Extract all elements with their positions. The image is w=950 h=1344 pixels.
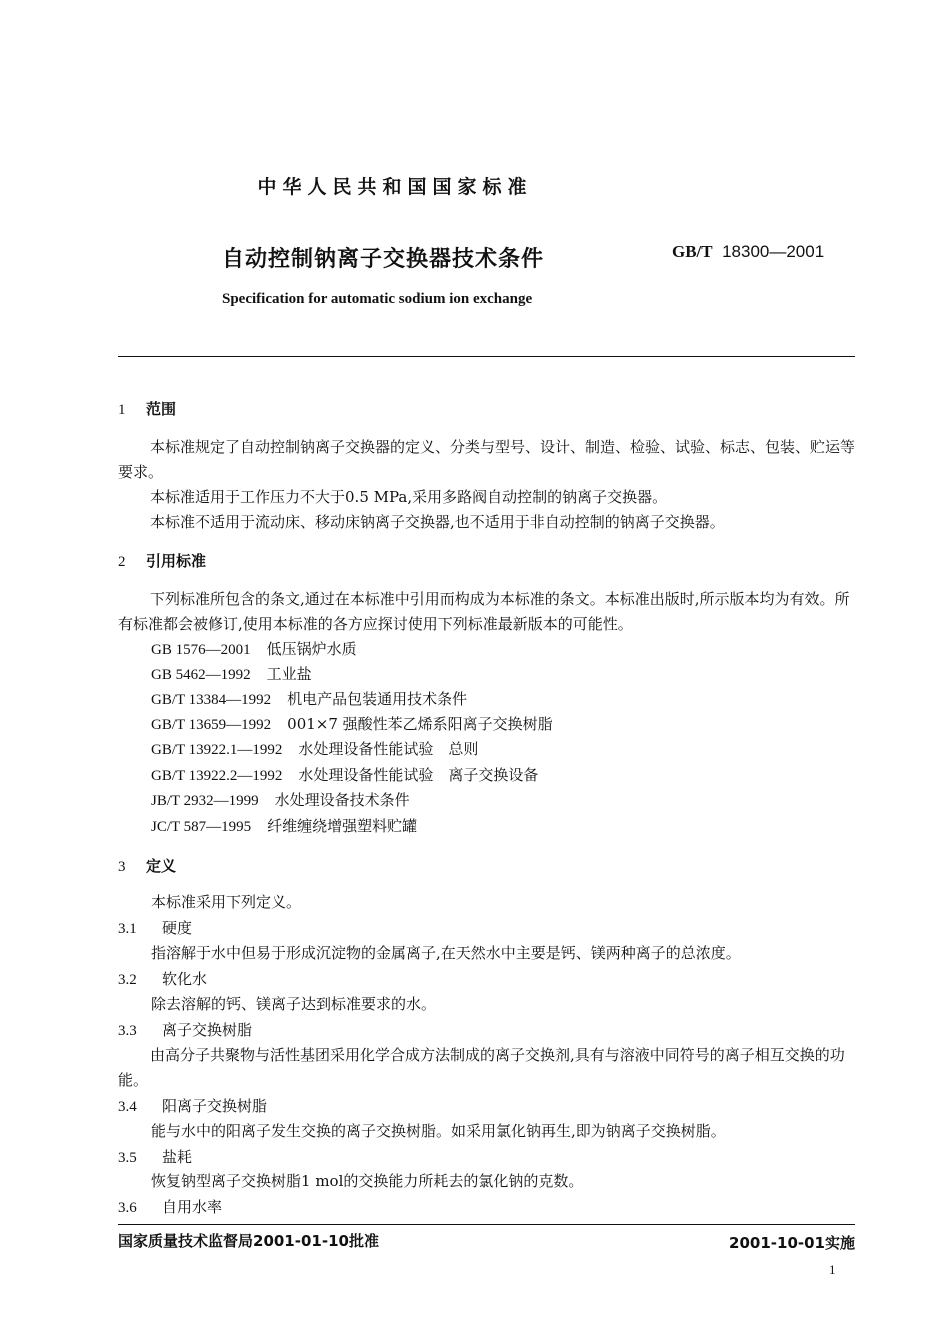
reference-name: 水处理设备性能试验 总则 <box>298 740 479 758</box>
definition-text: 指溶解于水中但易于形成沉淀物的金属离子,在天然水中主要是钙、镁两种离子的总浓度。 <box>151 944 741 962</box>
reference-name: 机电产品包装通用技术条件 <box>287 690 468 708</box>
section-number: 2 <box>118 554 126 570</box>
term-name: 软化水 <box>162 970 208 988</box>
reference-code: GB/T 13922.1—1992 <box>151 742 283 758</box>
reference-name: 001×7 强酸性苯乙烯系阳离子交换树脂 <box>287 715 553 733</box>
standard-prefix: GB/T <box>672 242 713 261</box>
section-title: 定义 <box>146 857 177 875</box>
definition-term <box>118 1145 192 1171</box>
definition-text: 能与水中的阳离子发生交换的离子交换树脂。如采用氯化钠再生,即为钠离子交换树脂。 <box>151 1122 726 1140</box>
reference-name: 纤维缠绕增强塑料贮罐 <box>267 817 418 835</box>
reference-item <box>151 663 312 684</box>
reference-item <box>151 713 553 734</box>
reference-item <box>151 738 478 759</box>
section-title: 引用标准 <box>146 552 207 570</box>
clause-number: 3.4 <box>118 1099 137 1115</box>
reference-code: GB 5462—1992 <box>151 667 251 683</box>
header-divider <box>118 356 855 357</box>
definition-text: 恢复钠型离子交换树脂1 mol的交换能力所耗去的氯化钠的克数。 <box>151 1172 584 1190</box>
section-2-heading <box>118 550 206 571</box>
document-title: 自动控制钠离子交换器技术条件 <box>222 247 545 272</box>
page-number: 1 <box>829 1262 836 1277</box>
reference-code: GB/T 13922.2—1992 <box>151 768 283 784</box>
definition-term <box>118 1094 267 1120</box>
section-3-intro: 本标准采用下列定义。 <box>151 893 302 911</box>
reference-name: 水处理设备性能试验 离子交换设备 <box>298 766 539 784</box>
definition-text: 由高分子共聚物与活性基团采用化学合成方法制成的离子交换剂,具有与溶液中同符号的离子相互交换的功能。 <box>118 1046 845 1089</box>
section-number: 3 <box>118 859 126 875</box>
reference-code: GB/T 13659—1992 <box>151 717 272 733</box>
reference-item <box>151 764 538 785</box>
clause-number: 3.6 <box>118 1200 137 1216</box>
section-1-paragraph: 本标准不适用于流动床、移动床钠离子交换器,也不适用于非自动控制的钠离子交换器。 <box>150 513 725 531</box>
section-1-paragraph: 本标准规定了自动控制钠离子交换器的定义、分类与型号、设计、制造、检验、试验、标志、包装、贮运等要求。 <box>118 438 856 481</box>
reference-item <box>151 688 467 709</box>
reference-name: 低压锅炉水质 <box>266 640 357 658</box>
section-title: 范围 <box>146 400 177 418</box>
clause-number: 3.1 <box>118 921 137 937</box>
clause-number: 3.5 <box>118 1150 137 1166</box>
effective-date: 2001-10-01实施 <box>729 1234 855 1252</box>
approval-date: 国家质量技术监督局2001-01-10批准 <box>118 1232 379 1250</box>
reference-code: GB 1576—2001 <box>151 642 251 658</box>
english-title: Specification for automatic sodium ion exchange <box>222 291 533 307</box>
definition-term <box>118 916 192 942</box>
national-standard-heading: 中华人民共和国国家标准 <box>257 176 533 198</box>
reference-item <box>151 789 410 810</box>
reference-item <box>151 815 417 836</box>
clause-number: 3.3 <box>118 1023 137 1039</box>
definition-term <box>118 1018 252 1044</box>
reference-item <box>151 638 357 659</box>
clause-number: 3.2 <box>118 972 137 988</box>
term-name: 自用水率 <box>162 1198 223 1216</box>
standard-code: 18300—2001 <box>722 242 825 261</box>
definition-text: 除去溶解的钙、镁离子达到标准要求的水。 <box>151 995 437 1013</box>
term-name: 离子交换树脂 <box>162 1021 253 1039</box>
term-name: 阳离子交换树脂 <box>162 1097 268 1115</box>
definition-term <box>118 1195 222 1221</box>
reference-code: JB/T 2932—1999 <box>151 793 259 809</box>
section-3-heading <box>118 855 176 876</box>
standard-number <box>672 242 824 262</box>
section-1-paragraph: 本标准适用于工作压力不大于0.5 MPa,采用多路阀自动控制的钠离子交换器。 <box>150 488 668 506</box>
footer-divider <box>118 1224 855 1225</box>
term-name: 盐耗 <box>162 1148 193 1166</box>
reference-code: GB/T 13384—1992 <box>151 692 272 708</box>
section-number: 1 <box>118 402 126 418</box>
section-1-heading <box>118 398 176 419</box>
section-2-paragraph: 下列标准所包含的条文,通过在本标准中引用而构成为本标准的条文。本标准出版时,所示版本均为有效。所有标准都会被修订,使用本标准的各方应探讨使用下列标准最新版本的可能性。 <box>118 590 850 633</box>
term-name: 硬度 <box>162 919 193 937</box>
reference-name: 水处理设备技术条件 <box>274 791 410 809</box>
reference-code: JC/T 587—1995 <box>151 819 252 835</box>
reference-name: 工业盐 <box>266 665 312 683</box>
definition-term <box>118 967 207 993</box>
